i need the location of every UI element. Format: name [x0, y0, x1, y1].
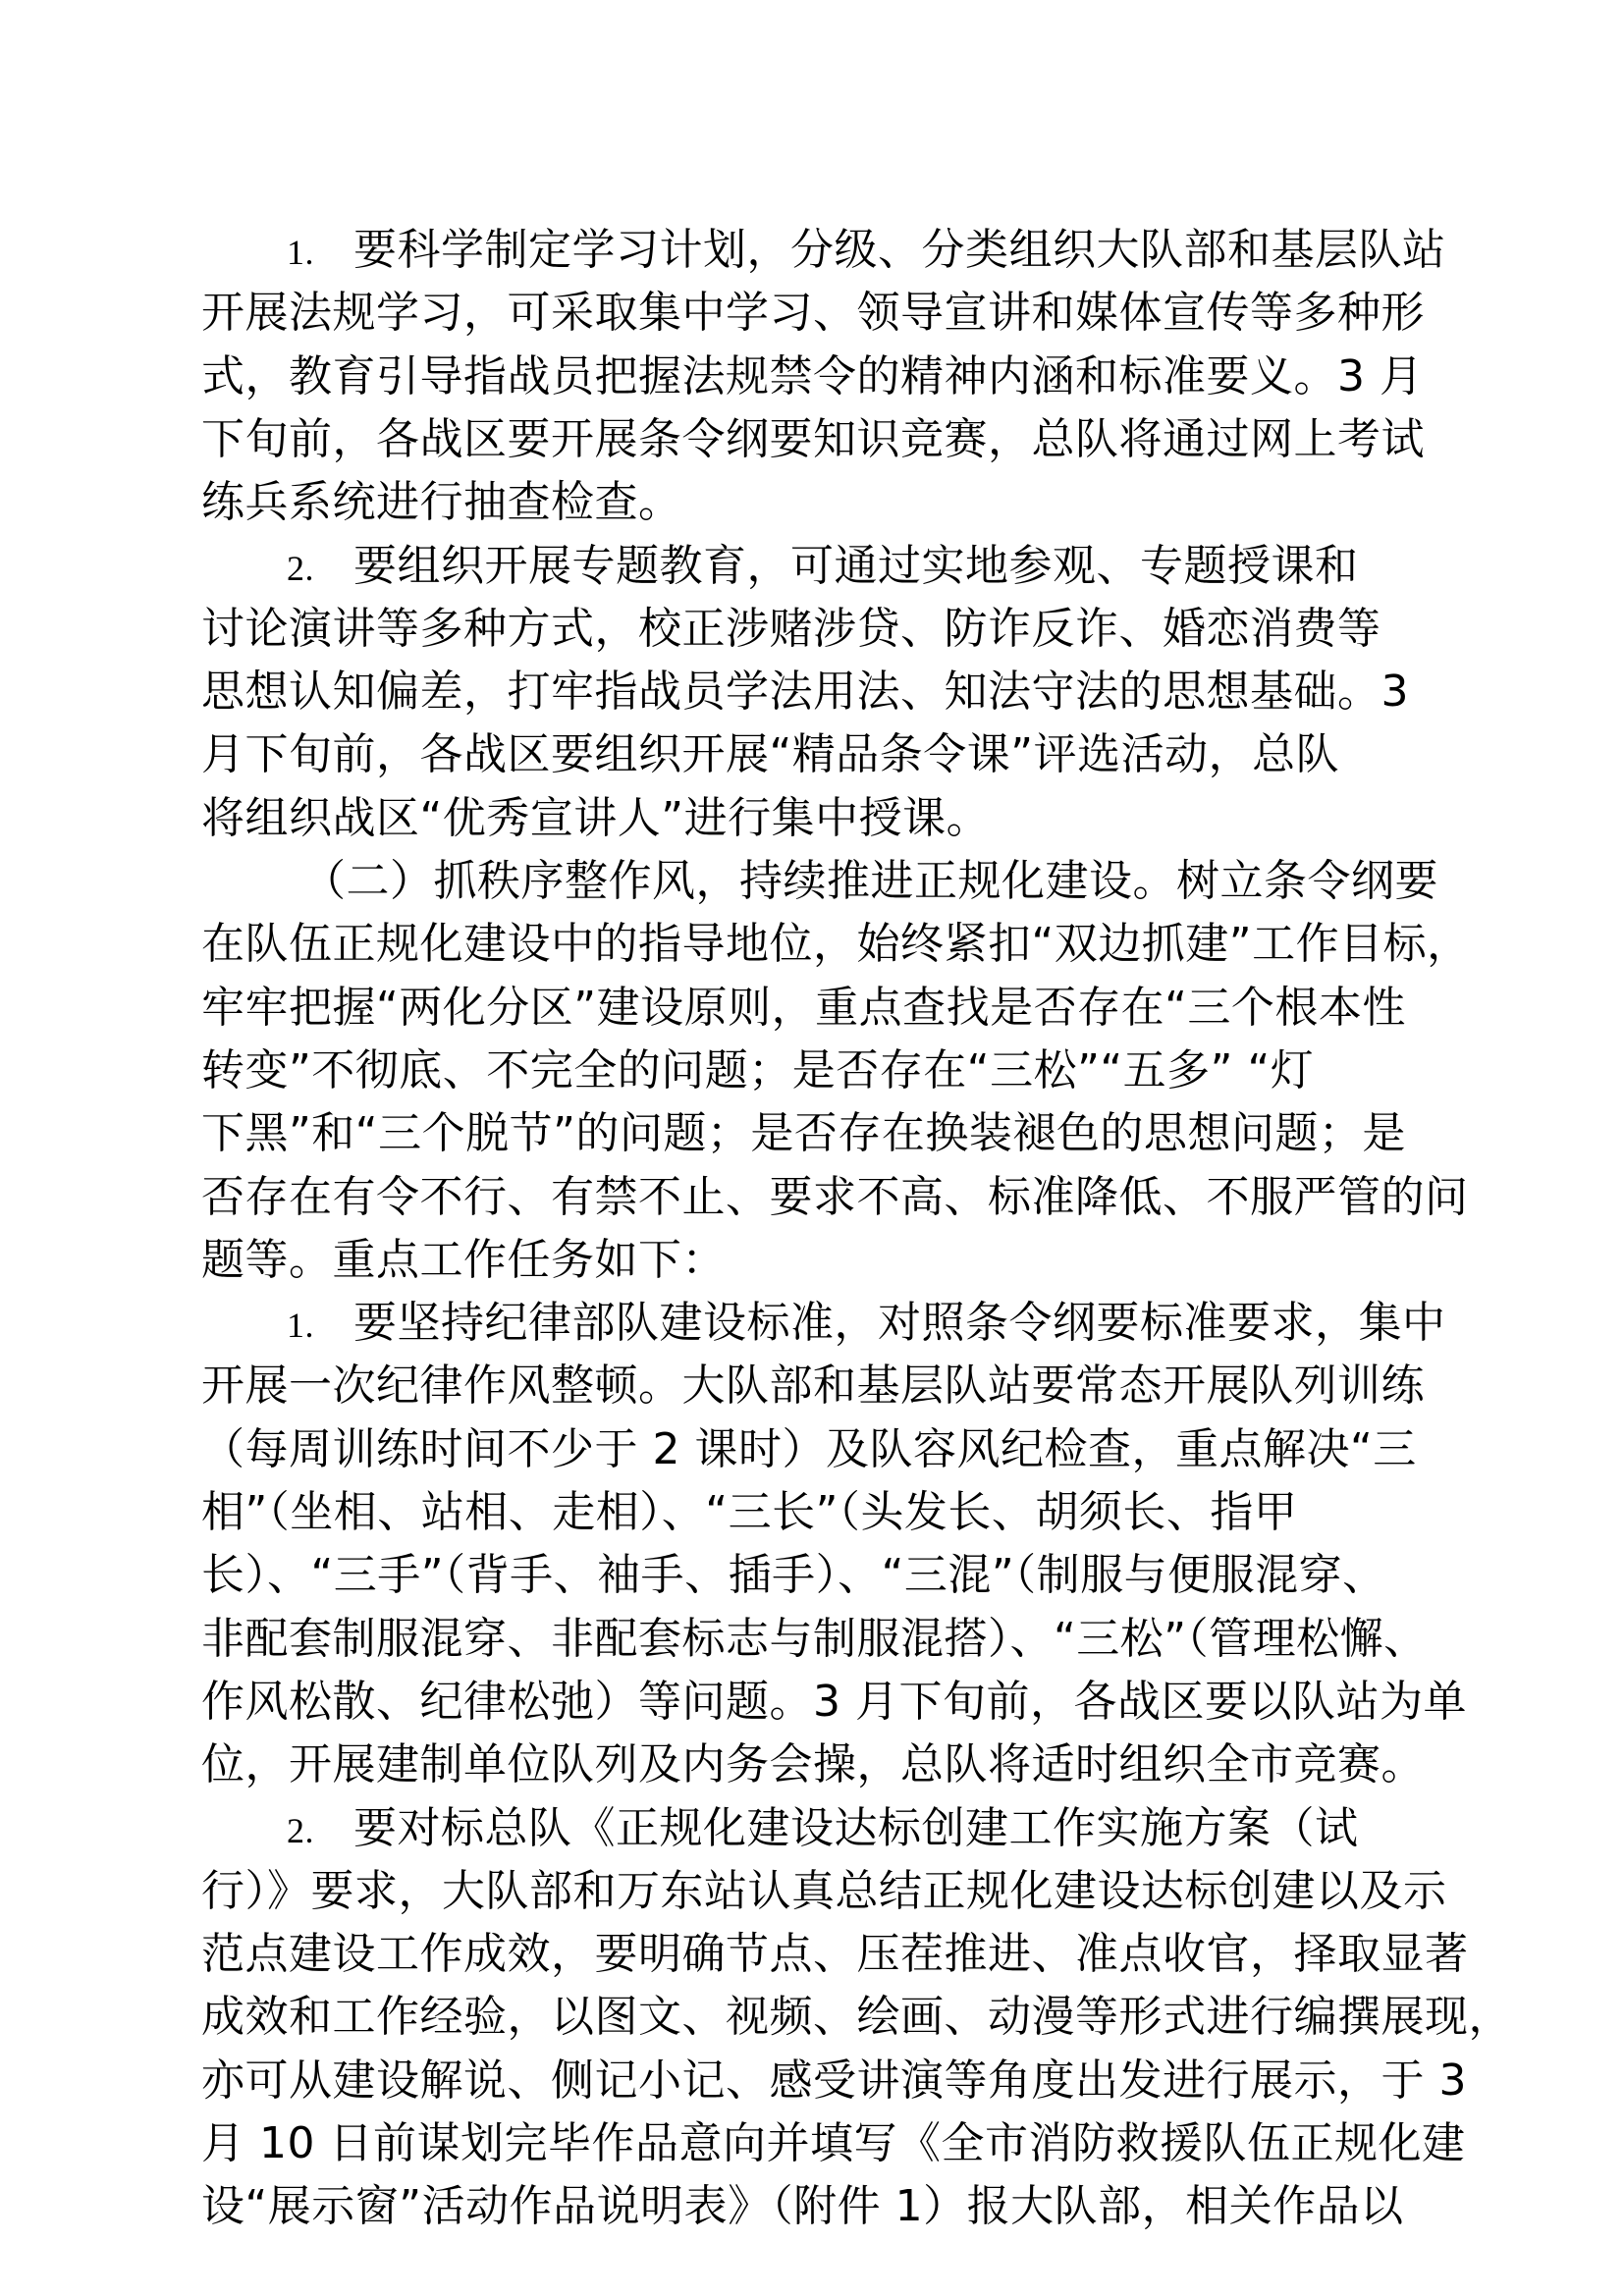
- paragraph-line: [201, 1102, 1406, 1165]
- line-text: 下黑”和“三个脱节”的问题；是否存在换装褪色的思想问题；是: [201, 1108, 1406, 1159]
- paragraph-line: [201, 723, 1339, 786]
- line-text: （二）抓秩序整作风，持续推进正规化建设。树立条令纲要: [302, 856, 1438, 906]
- paragraph-line: [201, 2050, 1467, 2112]
- list-number: 1.: [287, 1306, 314, 1346]
- list-number: 2.: [287, 1810, 314, 1850]
- paragraph-line: [201, 282, 1425, 345]
- paragraph-line: [201, 1986, 1512, 2049]
- line-text: 行）》要求，大队部和万东站认真总结正规化建设达标创建以及示: [201, 1865, 1447, 1916]
- line-text: 在队伍正规化建设中的指导地位，始终紧扣“双边抓建”工作目标，: [201, 919, 1471, 970]
- paragraph-line: [201, 1860, 1447, 1923]
- paragraph-line: [201, 2175, 1404, 2238]
- line-text: 开展法规学习，可采取集中学习、领导宣讲和媒体宣传等多种形: [201, 288, 1425, 339]
- paragraph-line: [201, 913, 1471, 976]
- paragraph-line: [201, 1481, 1297, 1544]
- paragraph-line: [201, 408, 1425, 471]
- paragraph-line: [201, 1040, 1314, 1102]
- line-text: 下旬前，各战区要开展条令纲要知识竞赛，总队将通过网上考试: [201, 413, 1425, 464]
- paragraph-line: [201, 1544, 1386, 1607]
- paragraph-line: [201, 1418, 1417, 1481]
- line-text: 非配套制服混穿、非配套标志与制服混搭）、“三松”（管理松懈、: [201, 1613, 1428, 1664]
- paragraph-line: [287, 219, 1446, 282]
- line-text: 成效和工作经验，以图文、视频、绘画、动漫等形式进行编撰展现，: [201, 1992, 1512, 2043]
- paragraph-line: [287, 1292, 1446, 1355]
- line-text: （每周训练时间不少于 2 课时）及队容风纪检查，重点解决“三: [201, 1423, 1417, 1474]
- line-text: 位，开展建制单位队列及内务会操，总队将适时组织全市竞赛。: [201, 1739, 1425, 1790]
- paragraph-line: [201, 1166, 1469, 1229]
- line-text: 作风松散、纪律松弛）等问题。3 月下旬前，各战区要以队站为单: [201, 1676, 1467, 1727]
- list-number: 1.: [287, 233, 314, 272]
- paragraph-line: [201, 598, 1381, 661]
- line-text: 设“展示窗”活动作品说明表》（附件 1）报大队部，相关作品以: [201, 2181, 1404, 2232]
- line-text: 题等。重点工作任务如下：: [201, 1234, 726, 1285]
- line-text: 月 10 日前谋划完毕作品意向并填写《全市消防救援队伍正规化建: [201, 2118, 1466, 2168]
- line-text: 式，教育引导指战员把握法规禁令的精神内涵和标准要义。3 月: [201, 350, 1424, 401]
- list-number: 2.: [287, 548, 314, 588]
- line-text: 思想认知偏差，打牢指战员学法用法、知法守法的思想基础。3: [201, 667, 1409, 718]
- paragraph-line: [201, 1608, 1428, 1671]
- paragraph-line: [201, 1923, 1469, 1986]
- paragraph-line: [201, 346, 1423, 408]
- paragraph-line: [201, 787, 990, 850]
- line-text: 要科学制定学习计划，分级、分类组织大队部和基层队站: [353, 225, 1446, 275]
- paragraph-line: [201, 1671, 1467, 1734]
- line-text: 要对标总队《正规化建设达标创建工作实施方案（试: [353, 1802, 1359, 1853]
- paragraph-line: [201, 1734, 1425, 1796]
- line-text: 亦可从建设解说、侧记小记、感受讲演等角度出发进行展示，于 3: [201, 2055, 1467, 2106]
- paragraph-line: [287, 535, 1359, 598]
- line-text: 相”（坐相、站相、走相）、“三长”（头发长、胡须长、指甲: [201, 1487, 1298, 1537]
- paragraph-line: [201, 977, 1406, 1040]
- paragraph-line: [201, 2112, 1465, 2175]
- line-text: 练兵系统进行抽查检查。: [201, 477, 682, 528]
- line-text: 长）、“三手”（背手、袖手、插手）、“三混”（制服与便服混穿、: [201, 1550, 1386, 1601]
- paragraph-line: [201, 471, 682, 534]
- line-text: 转变”不彻底、不完全的问题；是否存在“三松”“五多” “灯: [201, 1044, 1315, 1095]
- line-text: 月下旬前，各战区要组织开展“精品条令课”评选活动，总队: [201, 729, 1340, 780]
- paragraph-line: [201, 1355, 1425, 1417]
- paragraph-line: [201, 661, 1409, 723]
- line-text: 将组织战区“优秀宣讲人”进行集中授课。: [201, 792, 991, 843]
- section-heading-line: [302, 850, 1438, 913]
- paragraph-line: [201, 1229, 726, 1292]
- line-text: 要组织开展专题教育，可通过实地参观、专题授课和: [353, 540, 1359, 591]
- line-text: 要坚持纪律部队建设标准，对照条令纲要标准要求，集中: [353, 1298, 1446, 1349]
- line-text: 讨论演讲等多种方式，校正涉赌涉贷、防诈反诈、婚恋消费等: [201, 603, 1381, 654]
- line-text: 范点建设工作成效，要明确节点、压茬推进、准点收官，择取显著: [201, 1929, 1469, 1980]
- paragraph-line: [287, 1797, 1359, 1860]
- line-text: 否存在有令不行、有禁不止、要求不高、标准降低、不服严管的问: [201, 1171, 1469, 1222]
- line-text: 牢牢把握“两化分区”建设原则，重点查找是否存在“三个根本性: [201, 982, 1406, 1033]
- line-text: 开展一次纪律作风整顿。大队部和基层队站要常态开展队列训练: [201, 1361, 1425, 1412]
